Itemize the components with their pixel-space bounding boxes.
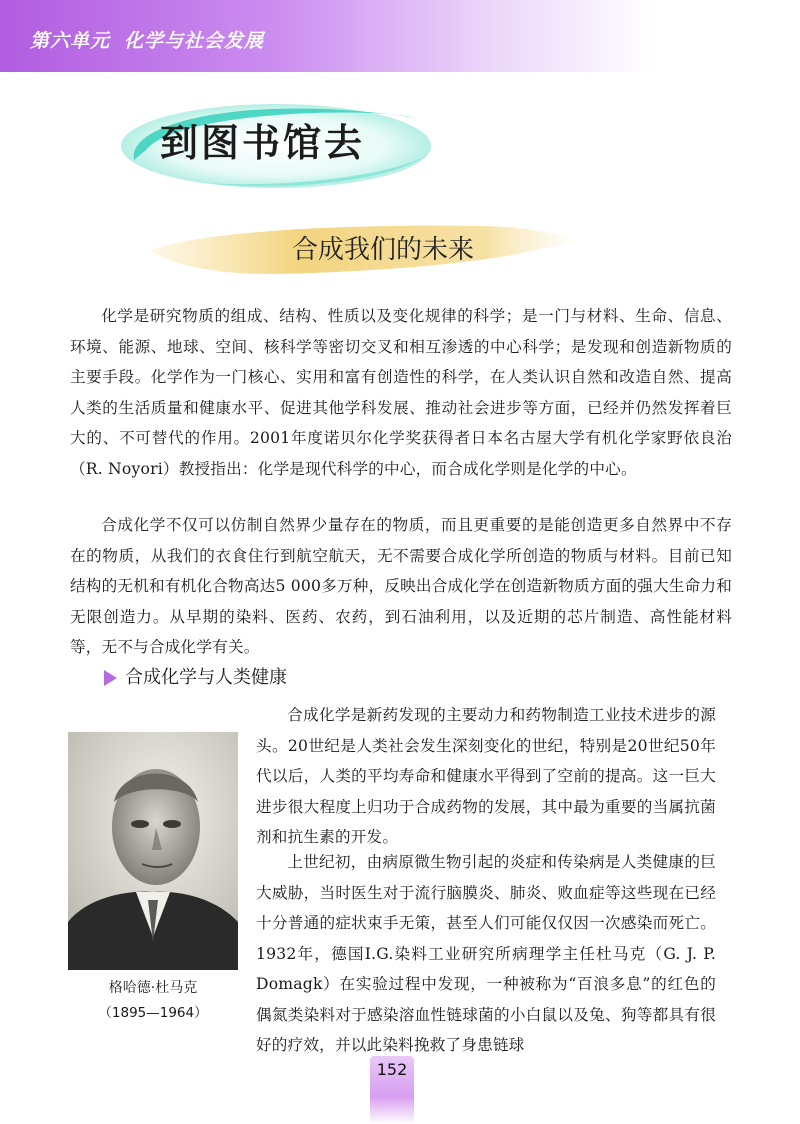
subtitle: 合成我们的未来 xyxy=(292,235,475,265)
intro-paragraph-2: 合成化学不仅可以仿制自然界少量存在的物质，而且更重要的是能创造更多自然界中不存在的物质，从我们的衣食住行到航空航天，无不需要合成化学所创造的物质与材料。目前已知结构的无机和有机化合物高达5 000多万种，反映出合成化学在创造新物质方面的强大生命力和无限创造力。从早期的染料、医药、农药，到石油利用，以及近期的芯片制造、高性能材料等，无不与合成化学有关。 xyxy=(70,516,732,656)
portrait-caption-years: （1895—1964） xyxy=(98,1005,208,1021)
section-title: 到图书馆去 xyxy=(160,121,366,165)
section-heading xyxy=(104,664,287,692)
intro-paragraph-1: 化学是研究物质的组成、结构、性质以及变化规律的科学；是一门与材料、生命、信息、环境、能源、地球、空间、核科学等密切交叉和相互渗透的中心科学；是发现和创造新物质的主要手段。化学作为一门核心、实用和富有创造性的科学，在人类认识自然和改造自然、提高人类的生活质量和健康水平、促进其他学科发展、推动社会进步等方面，已经并仍然发挥着巨大的、不可替代的作用。2001年度诺贝尔化学奖获得者日本名古屋大学有机化学家野依良治（R. Noyori）教授指出：化学是现代科学的中心，而合成化学则是化学的中心。 xyxy=(70,307,732,478)
triangle-bullet-icon xyxy=(104,670,117,686)
unit-label: 第六单元 xyxy=(30,30,111,52)
chapter-label: 化学与社会发展 xyxy=(124,30,265,52)
running-header xyxy=(30,26,264,53)
portrait-caption-name: 格哈德·杜马克 xyxy=(108,980,198,996)
section-heading-text: 合成化学与人类健康 xyxy=(125,667,287,688)
page-number: 152 xyxy=(376,1060,408,1079)
portrait-photo xyxy=(68,732,238,970)
health-paragraph-1: 合成化学是新药发现的主要动力和药物制造工业技术进步的源头。20世纪是人类社会发生深刻变化的世纪，特别是20世纪50年代以后，人类的平均寿命和健康水平得到了空前的提高。这一巨大进步很大程度上归功于合成药物的发展，其中最为重要的当属抗菌剂和抗生素的开发。 xyxy=(256,706,716,846)
health-paragraph-2: 上世纪初，由病原微生物引起的炎症和传染病是人类健康的巨大威胁，当时医生对于流行脑膜炎、肺炎、败血症等这些现在已经十分普通的症状束手无策，甚至人们可能仅仅因一次感染而死亡。1932年，德国I.G.染料工业研究所病理学主任杜马克（G. J. P. Domagk）在实验过程中发现，一种被称为“百浪多息”的红色的偶氮类染料对于感染溶血性链球菌的小白鼠以及兔、狗等都具有很好的疗效，并以此染料挽救了身患链球 xyxy=(256,853,716,1054)
